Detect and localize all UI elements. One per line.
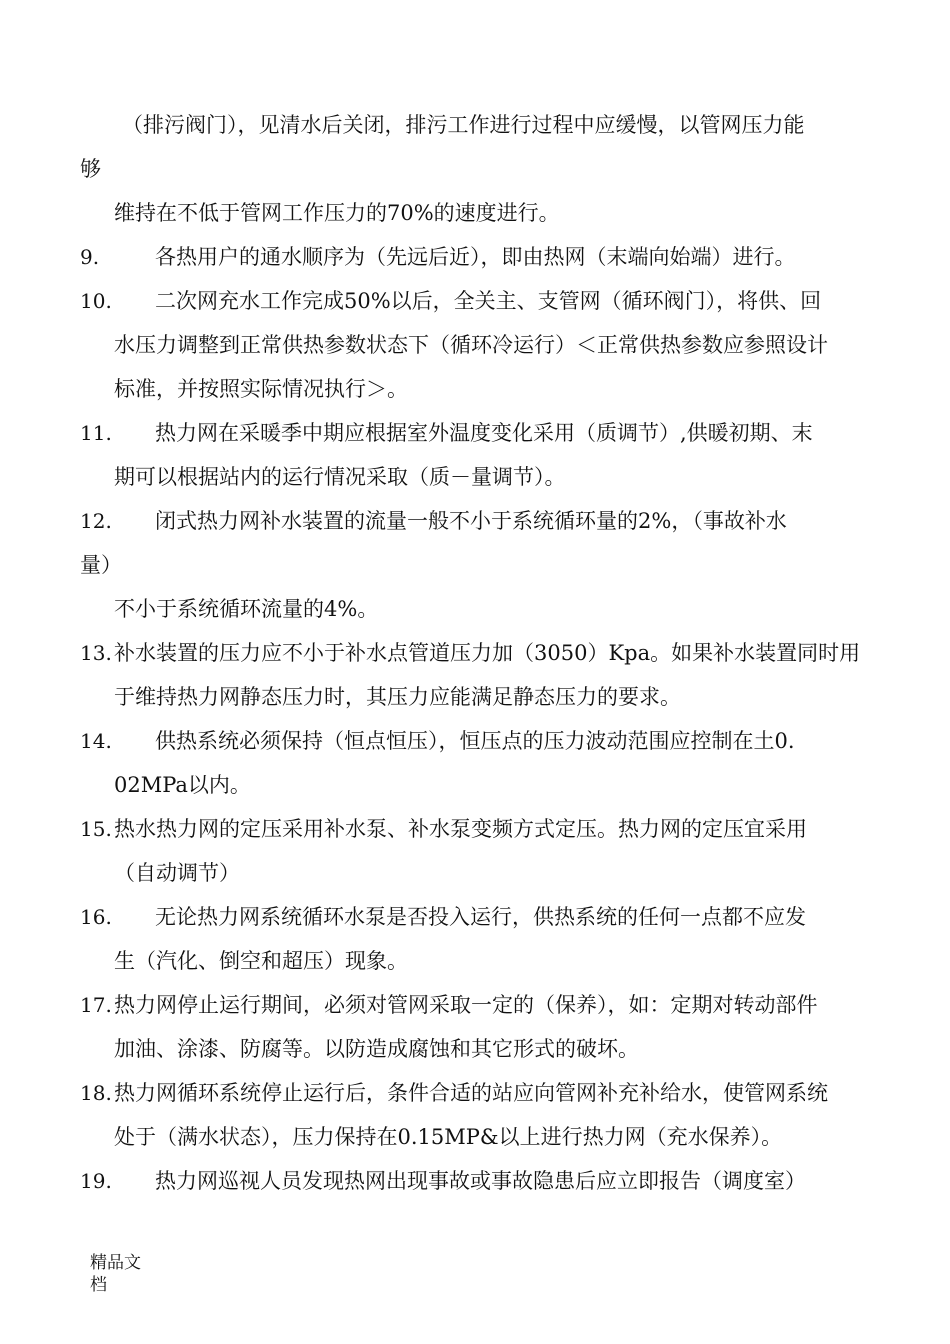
- text-line: 热力网巡视人员发现热网出现事故或事故隐患后应立即报告（调度室）: [155, 1169, 806, 1193]
- text-line: 于维持热力网静态压力时，其压力应能满足静态压力的要求。: [114, 685, 681, 709]
- text-line: 热力网停止运行期间，必须对管网采取一定的（保养），如：定期对转动部件: [114, 993, 818, 1017]
- footer-line: 档: [90, 1275, 107, 1295]
- text-line: 各热用户的通水顺序为（先远后近），即由热网（末端向始端）进行。: [155, 245, 796, 269]
- item-number: 11.: [80, 421, 112, 445]
- footer-line: 精品文: [90, 1253, 141, 1273]
- text-line: 生（汽化、倒空和超压）现象。: [114, 949, 408, 973]
- text-line: 热力网在采暖季中期应根据室外温度变化采用（质调节）,供暖初期、末: [155, 421, 813, 445]
- text-line: 供热系统必须保持（恒点恒压），恒压点的压力波动范围应控制在土0.: [155, 729, 795, 753]
- text-line: 02MPa以内。: [114, 773, 251, 797]
- text-line: 补水装置的压力应不小于补水点管道压力加（3050）Kpa。如果补水装置同时用: [114, 641, 861, 665]
- text-line: 热水热力网的定压采用补水泵、补水泵变频方式定压。热力网的定压宜采用: [114, 817, 807, 841]
- text-line: 够: [80, 157, 101, 181]
- text-line: （自动调节）: [114, 861, 240, 885]
- text-line: 不小于系统循环流量的4%。: [114, 597, 379, 621]
- item-number: 10.: [80, 289, 112, 313]
- item-number: 13.: [80, 641, 112, 665]
- text-line: 闭式热力网补水装置的流量一般不小于系统循环量的2%，（事故补水: [155, 509, 787, 533]
- item-number: 18.: [80, 1081, 112, 1105]
- text-line: 标准，并按照实际情况执行＞。: [114, 377, 408, 401]
- text-line: 加油、涂漆、防腐等。以防造成腐蚀和其它形式的破坏。: [114, 1037, 639, 1061]
- text-line: 处于（满水状态），压力保持在0.15MP&以上进行热力网（充水保养）。: [114, 1125, 783, 1149]
- item-number: 9.: [80, 245, 100, 269]
- item-number: 17.: [80, 993, 112, 1017]
- item-number: 14.: [80, 729, 112, 753]
- text-line: （排污阀门），见清水后关闭，排污工作进行过程中应缓慢，以管网压力能: [122, 113, 805, 137]
- text-line: 无论热力网系统循环水泵是否投入运行，供热系统的任何一点都不应发: [155, 905, 806, 929]
- item-number: 16.: [80, 905, 112, 929]
- text-line: 二次网充水工作完成50%以后，全关主、支管网（循环阀门），将供、回: [155, 289, 822, 313]
- item-number: 19.: [80, 1169, 112, 1193]
- footer-watermark: [90, 1252, 141, 1296]
- text-line: 量）: [80, 553, 122, 577]
- item-number: 15.: [80, 817, 112, 841]
- text-line: 维持在不低于管网工作压力的70%的速度进行。: [114, 201, 560, 225]
- text-line: 期可以根据站内的运行情况采取（质－量调节）。: [114, 465, 566, 489]
- text-line: 热力网循环系统停止运行后，条件合适的站应向管网补充补给水，使管网系统: [114, 1081, 828, 1105]
- item-number: 12.: [80, 509, 112, 533]
- text-line: 水压力调整到正常供热参数状态下（循环冷运行）＜正常供热参数应参照设计: [114, 333, 828, 357]
